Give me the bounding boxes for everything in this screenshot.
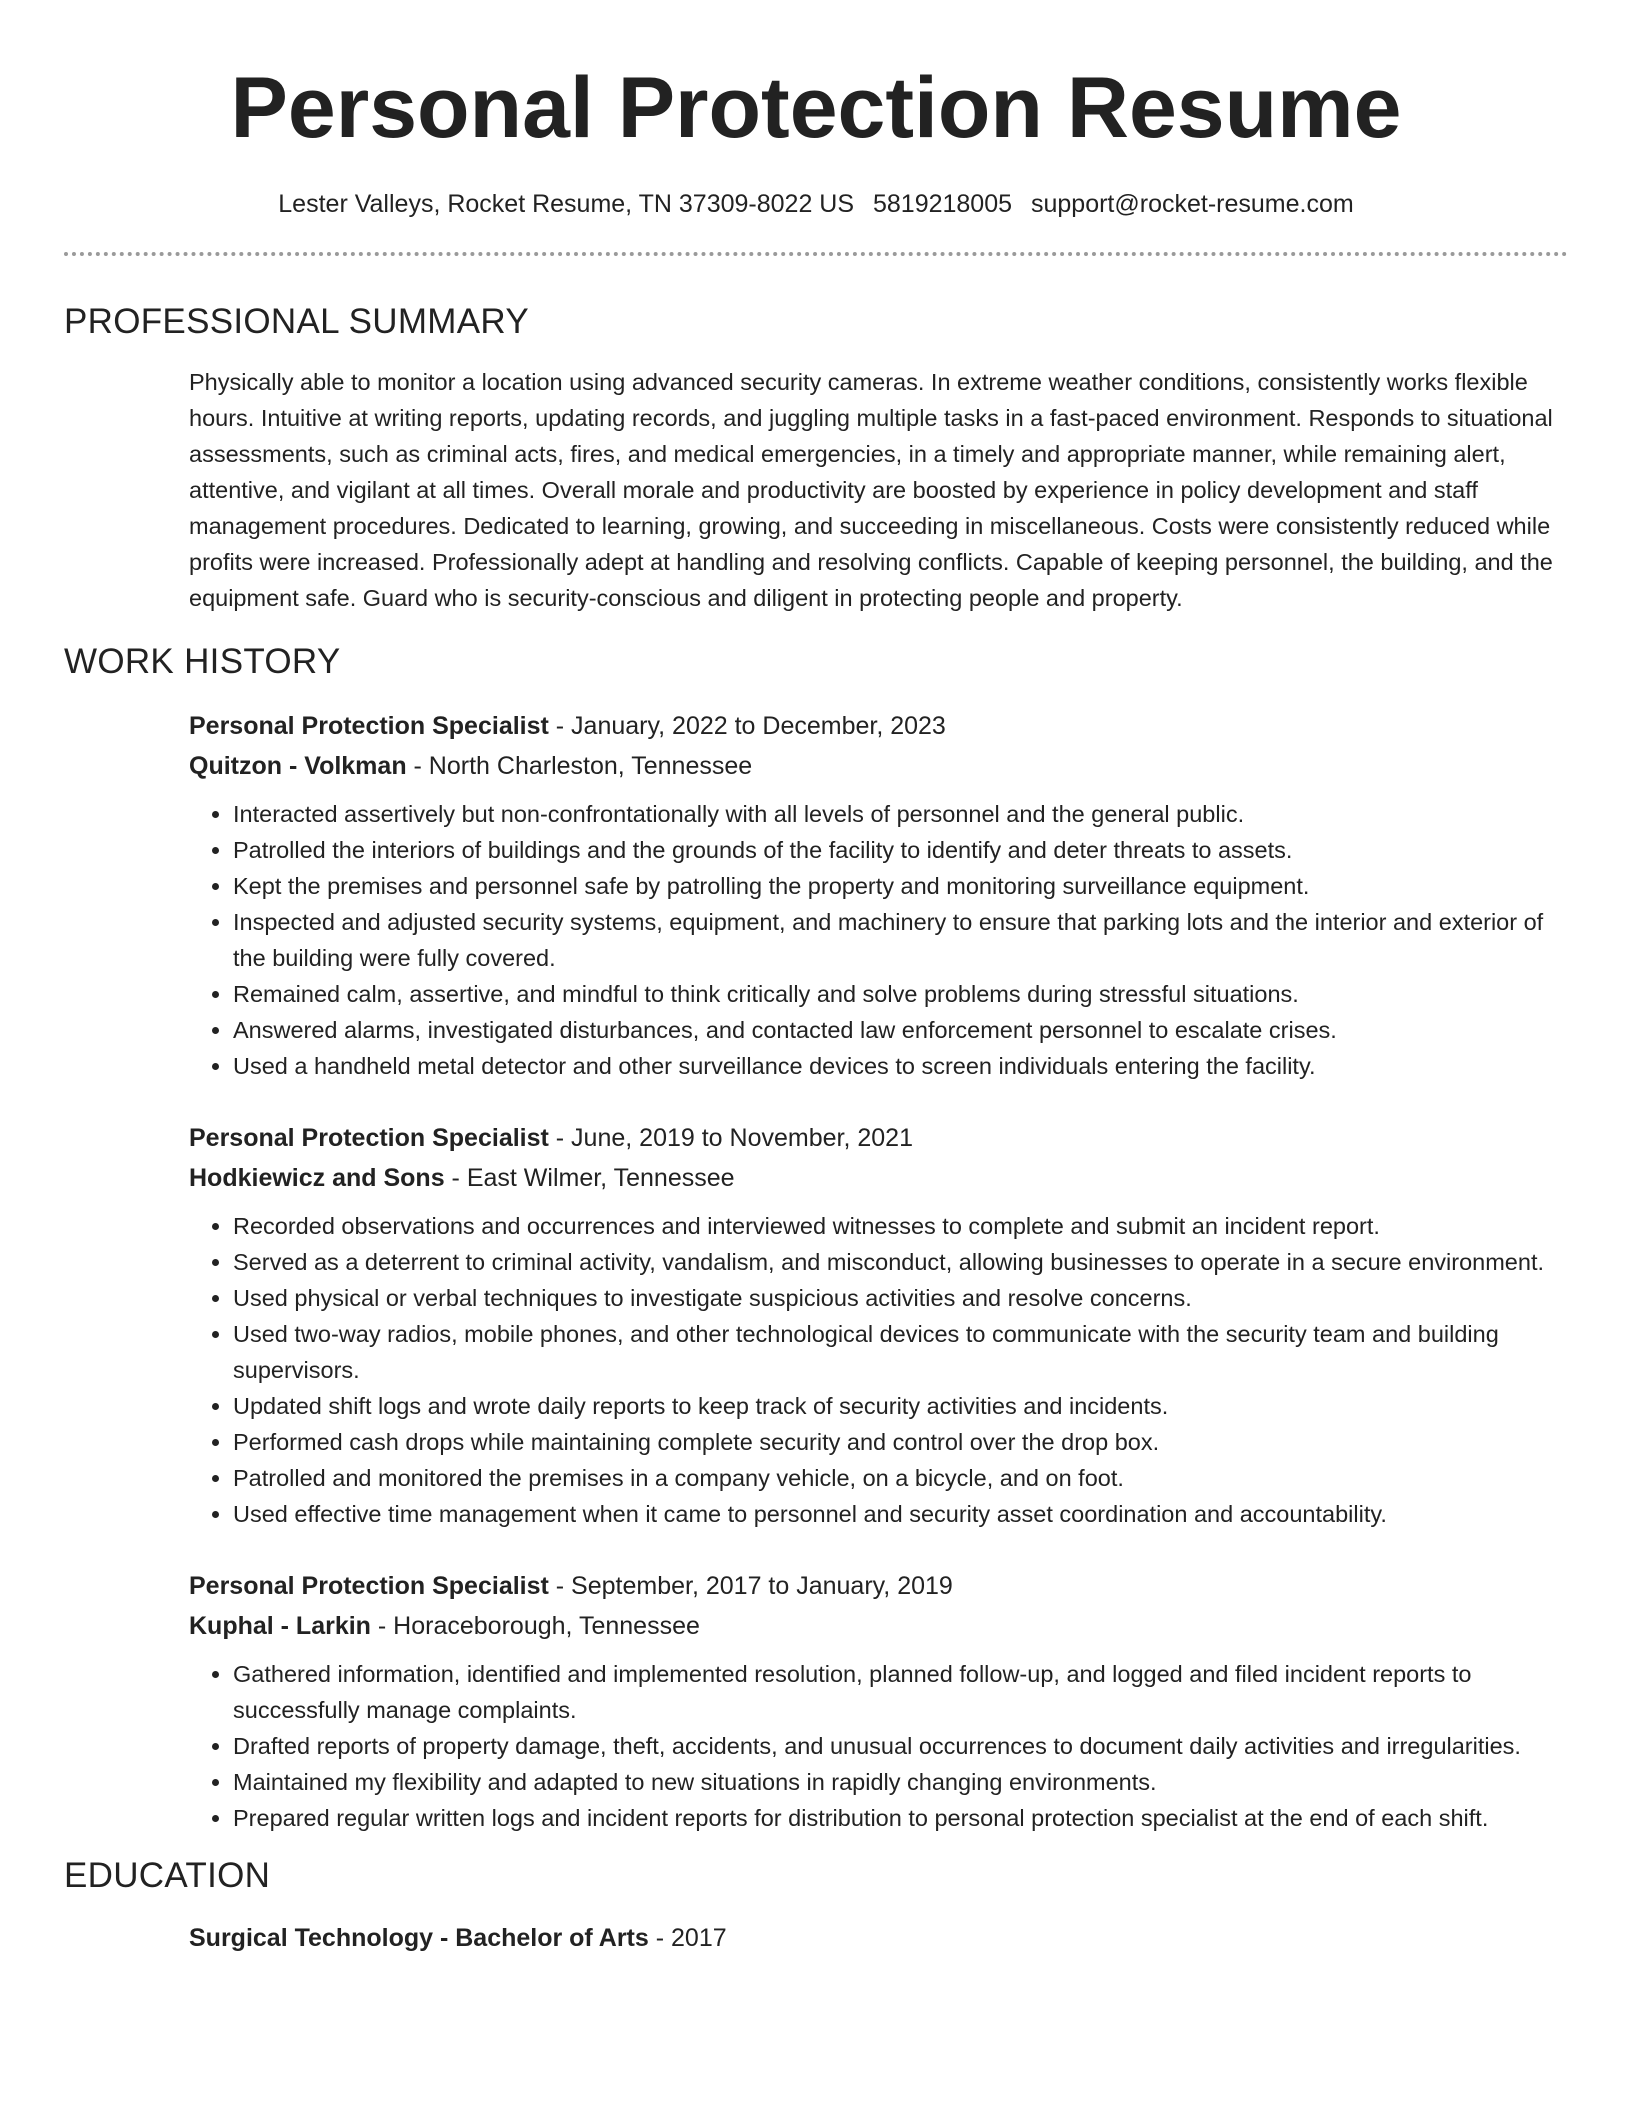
job-bullet: • Served as a deterrent to criminal activity, vandalism, and misconduct, allowing businesses to operate in a secure environment. — [233, 1244, 1568, 1280]
job-title-line — [189, 1566, 1568, 1606]
job-bullet: • Used two-way radios, mobile phones, and other technological devices to communicate with the security team and building supervisors. — [233, 1316, 1568, 1388]
job-company-line — [189, 1606, 1568, 1646]
job-bullet: • Kept the premises and personnel safe by patrolling the property and monitoring surveillance equipment. — [233, 868, 1568, 904]
job-bullet: • Patrolled and monitored the premises in a company vehicle, on a bicycle, and on foot. — [233, 1460, 1568, 1496]
job-bullet: • Drafted reports of property damage, theft, accidents, and unusual occurrences to document daily activities and irregularities. — [233, 1728, 1568, 1764]
contact-address: Lester Valleys, Rocket Resume, TN 37309-8022 US — [278, 190, 855, 218]
job-bullet: • Used effective time management when it came to personnel and security asset coordination and accountability. — [233, 1496, 1568, 1532]
job-bullet: • Inspected and adjusted security systems, equipment, and machinery to ensure that parking lots and the interior and exterior of the building were fully covered. — [233, 904, 1568, 976]
contact-phone: 5819218005 — [872, 190, 1013, 218]
job-location: - North Charleston, Tennessee — [406, 752, 753, 780]
education-year: - 2017 — [648, 1924, 727, 1952]
contact-email: support@rocket-resume.com — [1030, 190, 1354, 218]
job-bullets — [189, 1208, 1568, 1532]
job-entry — [189, 1118, 1568, 1532]
job-company-line — [189, 746, 1568, 786]
job-company: Quitzon - Volkman — [189, 752, 407, 780]
job-bullet: • Answered alarms, investigated disturbances, and contacted law enforcement personnel to escalate crises. — [233, 1012, 1568, 1048]
job-bullet: • Patrolled the interiors of buildings and the grounds of the facility to identify and deter threats to assets. — [233, 832, 1568, 868]
job-bullet: • Remained calm, assertive, and mindful to think critically and solve problems during stressful situations. — [233, 976, 1568, 1012]
job-bullets — [189, 796, 1568, 1084]
job-bullet: • Interacted assertively but non-confrontationally with all levels of personnel and the general public. — [233, 796, 1568, 832]
job-dates: - January, 2022 to December, 2023 — [548, 712, 946, 740]
job-dates: - September, 2017 to January, 2019 — [548, 1572, 953, 1600]
job-title-line — [189, 1118, 1568, 1158]
summary-heading: PROFESSIONAL SUMMARY — [64, 302, 529, 341]
job-title-line — [189, 706, 1568, 746]
job-entry — [189, 706, 1568, 1084]
job-company: Kuphal - Larkin — [189, 1612, 371, 1640]
education-entry — [189, 1918, 1568, 1958]
contact-line — [0, 190, 1632, 219]
job-bullet: • Used a handheld metal detector and other surveillance devices to screen individuals entering the facility. — [233, 1048, 1568, 1084]
job-bullet: • Used physical or verbal techniques to investigate suspicious activities and resolve concerns. — [233, 1280, 1568, 1316]
job-bullet: • Maintained my flexibility and adapted to new situations in rapidly changing environments. — [233, 1764, 1568, 1800]
job-bullet: • Gathered information, identified and implemented resolution, planned follow-up, and logged and filed incident reports to successfully manage complaints. — [233, 1656, 1568, 1728]
job-bullet: • Updated shift logs and wrote daily reports to keep track of security activities and incidents. — [233, 1388, 1568, 1424]
job-bullets — [189, 1656, 1568, 1836]
education-degree: Surgical Technology - Bachelor of Arts — [189, 1924, 649, 1952]
job-company: Hodkiewicz and Sons — [189, 1164, 445, 1192]
work-history-heading: WORK HISTORY — [64, 642, 341, 681]
summary-text: Physically able to monitor a location using advanced security cameras. In extreme weather conditions, consistently works flexible hours. Intuitive at writing reports, updating records, and juggling multiple tasks in a fast-paced environment. Responds to situational assessments, such as criminal acts, fires, and medical emergencies, in a timely and appropriate manner, while remaining alert, attentive, and vigilant at all times. Overall morale and productivity are boosted by experience in policy development and staff management procedures. Dedicated to learning, growing, and succeeding in miscellaneous. Costs were consistently reduced while profits were increased. Professionally adept at handling and resolving conflicts. Capable of keeping personnel, the building, and the equipment safe. Guard who is security-conscious and diligent in protecting people and property. — [189, 369, 1553, 611]
header-divider — [64, 252, 1568, 256]
education-heading: EDUCATION — [64, 1856, 271, 1895]
job-location: - Horaceborough, Tennessee — [370, 1612, 700, 1640]
job-bullet: • Performed cash drops while maintaining complete security and control over the drop box. — [233, 1424, 1568, 1460]
resume-name: Personal Protection Resume — [230, 60, 1402, 156]
job-role: Personal Protection Specialist — [189, 712, 549, 740]
job-role: Personal Protection Specialist — [189, 1124, 549, 1152]
job-dates: - June, 2019 to November, 2021 — [548, 1124, 913, 1152]
job-bullet: • Recorded observations and occurrences and interviewed witnesses to complete and submit an incident report. — [233, 1208, 1568, 1244]
job-bullet: • Prepared regular written logs and incident reports for distribution to personal protection specialist at the end of each shift. — [233, 1800, 1568, 1836]
job-company-line — [189, 1158, 1568, 1198]
job-entry — [189, 1566, 1568, 1836]
job-role: Personal Protection Specialist — [189, 1572, 549, 1600]
job-location: - East Wilmer, Tennessee — [444, 1164, 735, 1192]
